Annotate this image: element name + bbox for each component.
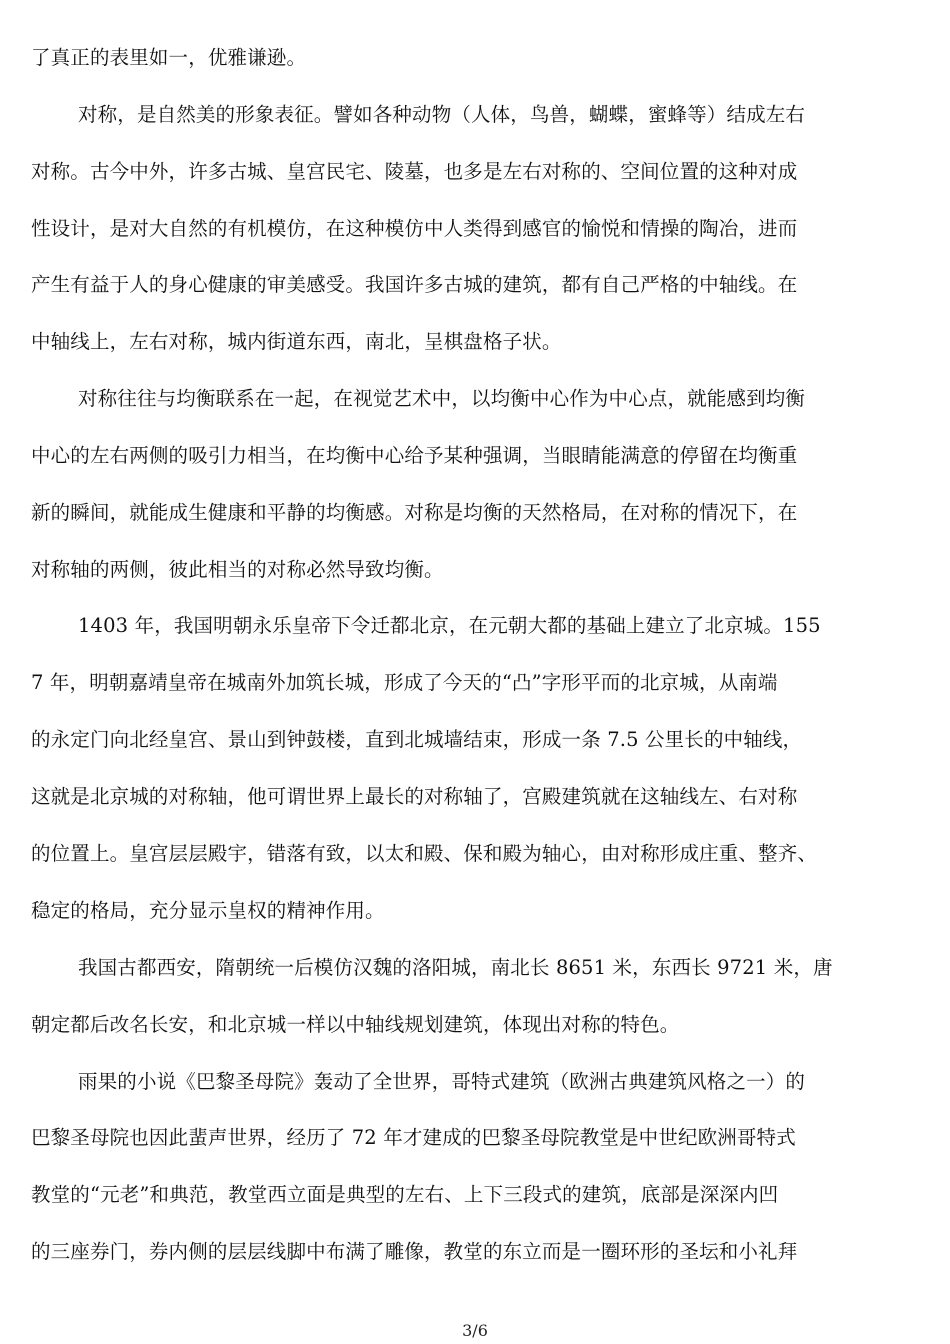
text-line: 这就是北京城的对称轴，他可谓世界上最长的对称轴了，宫殿建筑就在这轴线左、右对称 — [31, 785, 798, 808]
text-line: 对称。古今中外，许多古城、皇宫民宅、陵墓，也多是左右对称的、空间位置的这种对成 — [31, 160, 798, 183]
text-line: 的永定门向北经皇宫、景山到钟鼓楼，直到北城墙结束，形成一条 7.5 公里长的中轴线， — [31, 728, 803, 751]
paragraph-first-line: 雨果的小说《巴黎圣母院》轰动了全世界，哥特式建筑（欧洲古典建筑风格之一）的 — [78, 1070, 806, 1093]
paragraph-first-line: 对称，是自然美的形象表征。譬如各种动物（人体，鸟兽，蝴蝶，蜜蜂等）结成左右 — [78, 103, 806, 126]
text-line: 7 年，明朝嘉靖皇帝在城南外加筑长城，形成了今天的“凸”字形平而的北京城，从南端 — [31, 671, 778, 694]
text-line: 对称轴的两侧，彼此相当的对称必然导致均衡。 — [31, 558, 444, 581]
text-line: 朝定都后改名长安，和北京城一样以中轴线规划建筑，体现出对称的特色。 — [31, 1013, 680, 1036]
page-number: 3/6 — [462, 1321, 488, 1340]
text-line: 巴黎圣母院也因此蜚声世界，经历了 72 年才建成的巴黎圣母院教堂是中世纪欧洲哥特式 — [31, 1126, 796, 1149]
text-line: 的三座券门，券内侧的层层线脚中布满了雕像，教堂的东立而是一圈环形的圣坛和小礼拜 — [31, 1240, 798, 1263]
text-line: 性设计，是对大自然的有机模仿，在这种模仿中人类得到感官的愉悦和情操的陶冶，进而 — [31, 217, 798, 240]
text-line: 产生有益于人的身心健康的审美感受。我国许多古城的建筑，都有自己严格的中轴线。在 — [31, 273, 798, 296]
text-line: 新的瞬间，就能成生健康和平静的均衡感。对称是均衡的天然格局，在对称的情况下，在 — [31, 501, 798, 524]
paragraph-first-line: 我国古都西安，隋朝统一后模仿汉魏的洛阳城，南北长 8651 米，东西长 9721 米，唐 — [78, 956, 833, 979]
text-line: 了真正的表里如一，优雅谦逊。 — [31, 46, 307, 69]
paragraph-first-line: 对称往往与均衡联系在一起，在视觉艺术中，以均衡中心作为中心点，就能感到均衡 — [78, 387, 806, 410]
text-line: 中轴线上，左右对称，城内街道东西，南北，呈棋盘格子状。 — [31, 330, 562, 353]
text-line: 教堂的“元老”和典范，教堂西立面是典型的左右、上下三段式的建筑，底部是深深内凹 — [31, 1183, 779, 1206]
text-line: 稳定的格局，充分显示皇权的精神作用。 — [31, 899, 385, 922]
text-line: 的位置上。皇宫层层殿宇，错落有致，以太和殿、保和殿为轴心，由对称形成庄重、整齐、 — [31, 842, 818, 865]
paragraph-first-line: 1403 年，我国明朝永乐皇帝下令迁都北京，在元朝大都的基础上建立了北京城。155 — [78, 614, 821, 637]
text-line: 中心的左右两侧的吸引力相当，在均衡中心给予某种强调，当眼睛能满意的停留在均衡重 — [31, 444, 798, 467]
